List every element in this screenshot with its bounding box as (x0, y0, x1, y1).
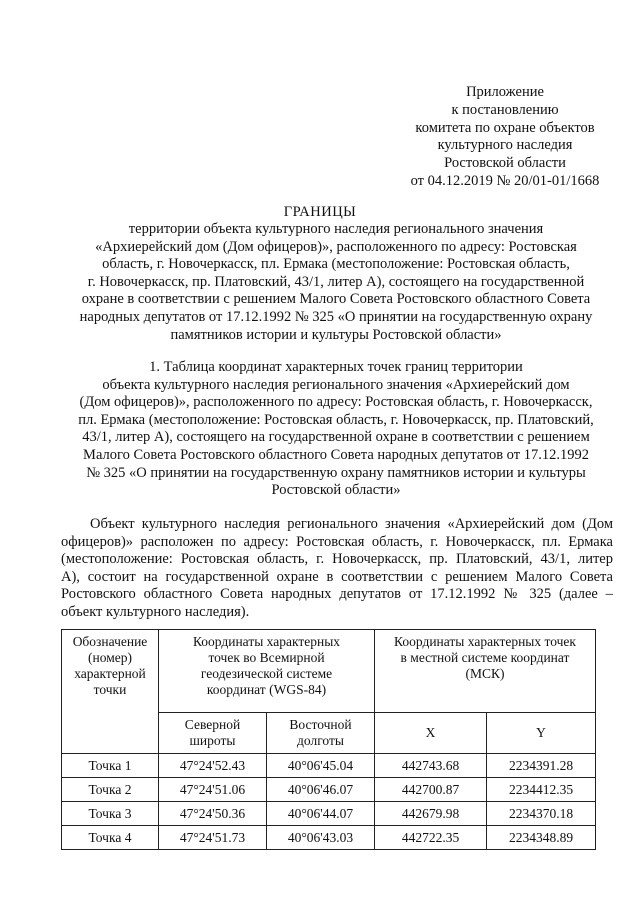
section-line: (Дом офицеров)», расположенного по адресу: Ростовская область, г. Новочеркасск, (79, 394, 593, 411)
body-line: офицеров)» расположен по адресу: Ростовская область, г. Новочеркасск, пл. Ермака (61, 533, 613, 550)
subtitle-line: область, г. Новочеркасск, пл. Ермака (местоположение: Ростовская область, (102, 256, 570, 273)
header-text: (МСК) (465, 666, 505, 681)
header-designation (62, 630, 159, 754)
header-wgs84 (159, 630, 375, 713)
header-text: (номер) (88, 650, 132, 665)
header-north (159, 713, 267, 754)
body-line: (местоположение: Ростовская область, г. Новочеркасск, пр. Платовский, 43/1, литер (61, 551, 613, 568)
section-heading (56, 359, 616, 500)
header-text: широты (189, 733, 236, 748)
header-text: Координаты характерных точек (394, 634, 576, 649)
subtitle-line: охране в соответствии с решением Малого Совета Ростовского областного Совета (81, 291, 591, 308)
subtitle-line: территории объекта культурного наследия регионального значения (128, 221, 544, 237)
section-line: пл. Ермака (местоположение: Ростовская область, г. Новочеркасск, пр. Платовский, (78, 411, 594, 428)
table-row (62, 754, 596, 778)
section-line: Малого Совета Ростовского областного Совета народных депутатов от 17.12.1992 (83, 446, 589, 463)
header-text: координат (WGS-84) (206, 682, 327, 697)
cell-east: 40°06'43.03 (267, 826, 375, 850)
table-row (62, 778, 596, 802)
header-text: точек во Всемирной (208, 650, 325, 665)
header-msk (375, 630, 596, 713)
cell-point: Точка 1 (62, 754, 159, 778)
header-text: Северной (184, 717, 241, 732)
document-title: ГРАНИЦЫ (283, 204, 357, 220)
cell-north: 47°24'50.36 (159, 802, 267, 826)
appendix-line: комитета по охране объектов (415, 119, 595, 136)
cell-east: 40°06'45.04 (267, 754, 375, 778)
document-subtitle (56, 221, 616, 344)
cell-point: Точка 3 (62, 802, 159, 826)
cell-point: Точка 2 (62, 778, 159, 802)
header-text: характерной (74, 666, 146, 681)
cell-north: 47°24'51.73 (159, 826, 267, 850)
section-line: № 325 «О принятии на государственную охрану памятников истории и культуры (86, 464, 586, 481)
cell-x: 442743.68 (375, 754, 487, 778)
section-line: 1. Таблица координат характерных точек границ территории (149, 359, 523, 375)
appendix-line: культурного наследия (437, 137, 573, 154)
cell-x: 442700.87 (375, 778, 487, 802)
subtitle-line: «Архиерейский дом (Дом офицеров)», расположенного по адресу: Ростовская (95, 238, 577, 255)
body-line: Объект культурного наследия регионального значения «Архиерейский дом (Дом (90, 516, 613, 532)
header-x: X (375, 713, 487, 754)
header-text: точки (93, 682, 127, 697)
subtitle-line: памятников истории и культуры Ростовской области» (170, 326, 502, 343)
header-text: в местной системе координат (400, 650, 570, 665)
appendix-line: Ростовской области (444, 155, 566, 172)
cell-y: 2234348.89 (487, 826, 596, 850)
cell-x: 442679.98 (375, 802, 487, 826)
cell-east: 40°06'44.07 (267, 802, 375, 826)
section-line: объекта культурного наследия регионального значения «Архиерейский дом (102, 376, 570, 393)
appendix-line: к постановлению (451, 101, 559, 118)
cell-y: 2234391.28 (487, 754, 596, 778)
subtitle-line: г. Новочеркасск, пр. Платовский, 43/1, литер А), состоящего на государственной (87, 273, 585, 290)
cell-y: 2234370.18 (487, 802, 596, 826)
coordinates-table (61, 629, 596, 850)
appendix-line: Приложение (466, 84, 544, 100)
header-text: Обозначение (72, 634, 148, 649)
cell-north: 47°24'51.06 (159, 778, 267, 802)
section-line: 43/1, литер А), состоящего на государственной охране в соответствии с решением (82, 429, 590, 446)
cell-east: 40°06'46.07 (267, 778, 375, 802)
table-header-row (62, 630, 596, 713)
appendix-note (380, 84, 630, 191)
header-text: долготы (297, 733, 344, 748)
cell-point: Точка 4 (62, 826, 159, 850)
header-y: Y (487, 713, 596, 754)
section-line: Ростовской области» (271, 482, 401, 499)
table-row (62, 826, 596, 850)
table-row (62, 802, 596, 826)
header-text: Восточной (289, 717, 352, 732)
subtitle-line: народных депутатов от 17.12.1992 № 325 «О принятии на государственную охрану (79, 308, 593, 325)
appendix-line: от 04.12.2019 № 20/01-01/1668 (410, 172, 600, 189)
header-east (267, 713, 375, 754)
body-paragraph (61, 516, 613, 622)
body-line: А), состоит на государственной охране в соответствии с решением Малого Совета (61, 568, 613, 585)
body-line: Ростовского областного Совета народных депутатов от 17.12.1992 № 325 (далее – (61, 586, 613, 603)
body-line: объект культурного наследия). (61, 603, 250, 620)
cell-y: 2234412.35 (487, 778, 596, 802)
header-text: Координаты характерных (192, 634, 341, 649)
cell-north: 47°24'52.43 (159, 754, 267, 778)
cell-x: 442722.35 (375, 826, 487, 850)
header-text: геодезической системе (200, 666, 333, 681)
